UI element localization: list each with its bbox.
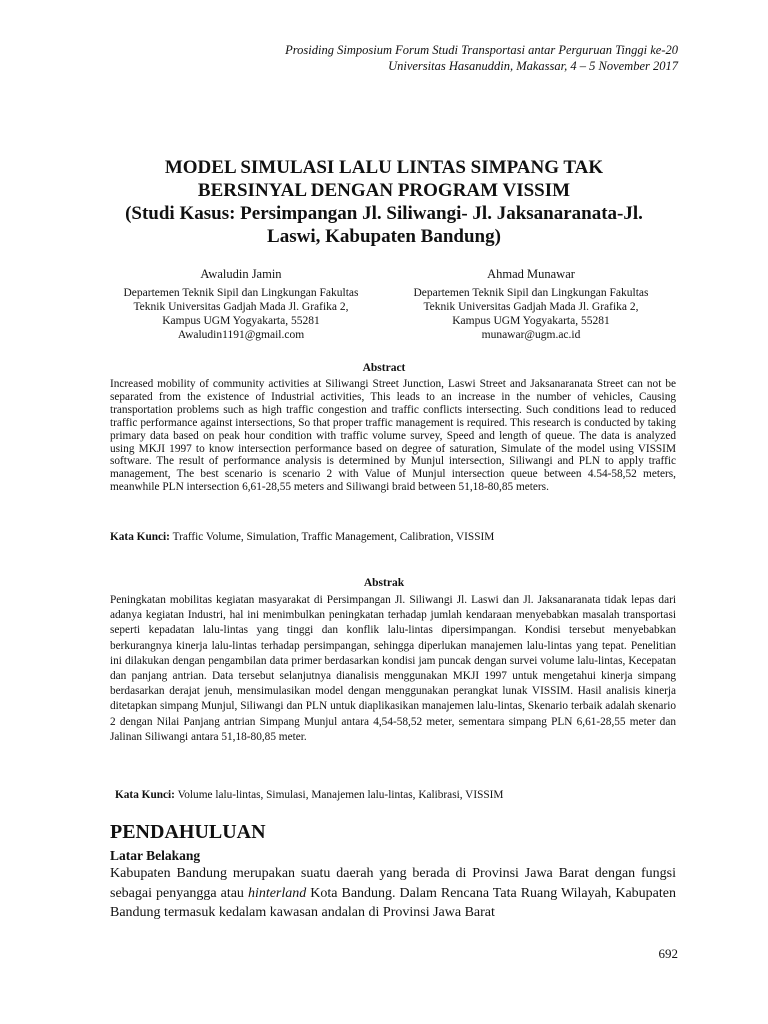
- title-line-4: Laswi, Kabupaten Bandung): [267, 226, 501, 247]
- introduction-paragraph: [110, 864, 676, 923]
- abstract-keywords: [110, 530, 676, 544]
- running-head-line-2: Universitas Hasanuddin, Makassar, 4 – 5 November 2017: [388, 59, 678, 73]
- author-name: Awaludin Jamin: [200, 267, 282, 281]
- section-heading: PENDAHULUAN: [110, 821, 266, 843]
- author-1: [96, 267, 386, 342]
- author-affiliation-line: Teknik Universitas Gadjah Mada Jl. Grafika 2,: [423, 301, 639, 313]
- running-head: [285, 42, 678, 74]
- keywords-text: Volume lalu-lintas, Simulasi, Manajemen lalu-lintas, Kalibrasi, VISSIM: [177, 789, 504, 801]
- title-line-1: MODEL SIMULASI LALU LINTAS SIMPANG TAK: [164, 157, 604, 178]
- keywords-text: Traffic Volume, Simulation, Traffic Management, Calibration, VISSIM: [172, 531, 495, 543]
- author-2: [386, 267, 676, 342]
- author-block: [96, 267, 676, 342]
- intro-text-part: Kabupaten Bandung merupakan suatu daerah yang berada di Provinsi Jawa Barat dengan fungsi sebagai penyangga atau: [110, 866, 676, 901]
- abstrak-keywords: [115, 788, 681, 802]
- author-affiliation-line: Departemen Teknik Sipil dan Lingkungan Fakultas: [413, 287, 649, 299]
- intro-text-italic: hinterland: [247, 885, 307, 901]
- author-email: munawar@ugm.ac.id: [481, 329, 581, 341]
- author-affiliation-line: Departemen Teknik Sipil dan Lingkungan Fakultas: [123, 287, 359, 299]
- paper-title: [110, 156, 658, 248]
- author-affiliation-line: Kampus UGM Yogyakarta, 55281: [162, 315, 320, 327]
- title-line-2: BERSINYAL DENGAN PROGRAM VISSIM: [197, 180, 571, 201]
- keywords-label: Kata Kunci:: [115, 789, 175, 801]
- author-email: Awaludin1191@gmail.com: [177, 329, 305, 341]
- page-number: 692: [658, 946, 678, 961]
- abstrak-heading: Abstrak: [363, 577, 405, 589]
- abstract-body: Increased mobility of community activities at Siliwangi Street Junction, Laswi Street and Jaksanaranata Street can not be separated from the existence of Industrial activities, This leads to an increase in the number of vehicles, Causing transportation problems such as high traffic congestion and traffic conflicts intersecting. Such conditions lead to reduced traffic performance against intersections, So that proper traffic management is required. This research is conducted by taking primary data based on peak hour condition with traffic volume survey, Speed and length of queue. The data is analyzed using MKJI 1997 to know intersection performance based on degree of saturation, Simulate of the model using VISSIM software. The result of performance analysis is determined by Munjul intersection, Siliwangi and PLN to apply traffic management, The best scenario is scenario 2 with Value of Munjul intersection queue between 4.54-58,52 meters, meanwhile PLN intersection 6,61-28,55 meters and Siliwangi braid between 51,18-80,85 meters.: [110, 378, 676, 494]
- author-affiliation-line: Kampus UGM Yogyakarta, 55281: [452, 315, 610, 327]
- abstrak-body: Peningkatan mobilitas kegiatan masyarakat di Persimpangan Jl. Siliwangi Jl. Laswi dan Jl. Jaksanaranata tidak lepas dari adanya kegiatan Industri, hal ini menimbulkan peningkatan terhadap jumlah kendaraan menyebabkan masalah transportasi seperti kepadatan lalu-lintas yang tinggi dan konflik lalu-lintas dipersimpangan. Kondisi tersebut menyebabkan berkurangnya kinerja lalu-lintas terhadap persimpangan, sehingga diperlukan manajemen lalu-lintas yang tepat. Penelitian ini dilakukan dengan pengambilan data primer berdasarkan kondisi jam puncak dengan survei volume lalu-lintas, Kecepatan dan panjang antrian. Data tersebut selanjutnya dianalisis menggunakan MKJI 1997 untuk mengetahui kinerja simpang berdasarkan derajat jenuh, mensimulasikan model dengan menggunakan perangkat lunak VISSIM. Hasil analisis kinerja ditetapkan simpang Munjul, Siliwangi dan PLN untuk diaplikasikan manajemen lalu-lintas, Skenario terbaik adalah skenario 2 dengan Nilai Panjang antrian Simpang Munjul antara 4,54-58,52 meter, sementara simpang PLN 6,61-28,55 meter dan Jalinan Siliwangi antara 51,18-80,85 meter.: [110, 594, 676, 743]
- author-affiliation-line: Teknik Universitas Gadjah Mada Jl. Grafika 2,: [133, 301, 349, 313]
- keywords-label: Kata Kunci:: [110, 531, 170, 543]
- running-head-line-1: Prosiding Simposium Forum Studi Transportasi antar Perguruan Tinggi ke-20: [285, 43, 678, 57]
- subsection-heading: Latar Belakang: [110, 848, 201, 863]
- abstract-heading: Abstract: [362, 362, 406, 374]
- intro-text-part: Kota Bandung. Dalam Rencana Tata Ruang Wilayah, Kabupaten Bandung termasuk kedalam kawasan andalan di Provinsi Jawa Barat: [110, 885, 676, 920]
- author-name: Ahmad Munawar: [487, 267, 575, 281]
- title-line-3: (Studi Kasus: Persimpangan Jl. Siliwangi- Jl. Jaksanaranata-Jl.: [125, 203, 643, 224]
